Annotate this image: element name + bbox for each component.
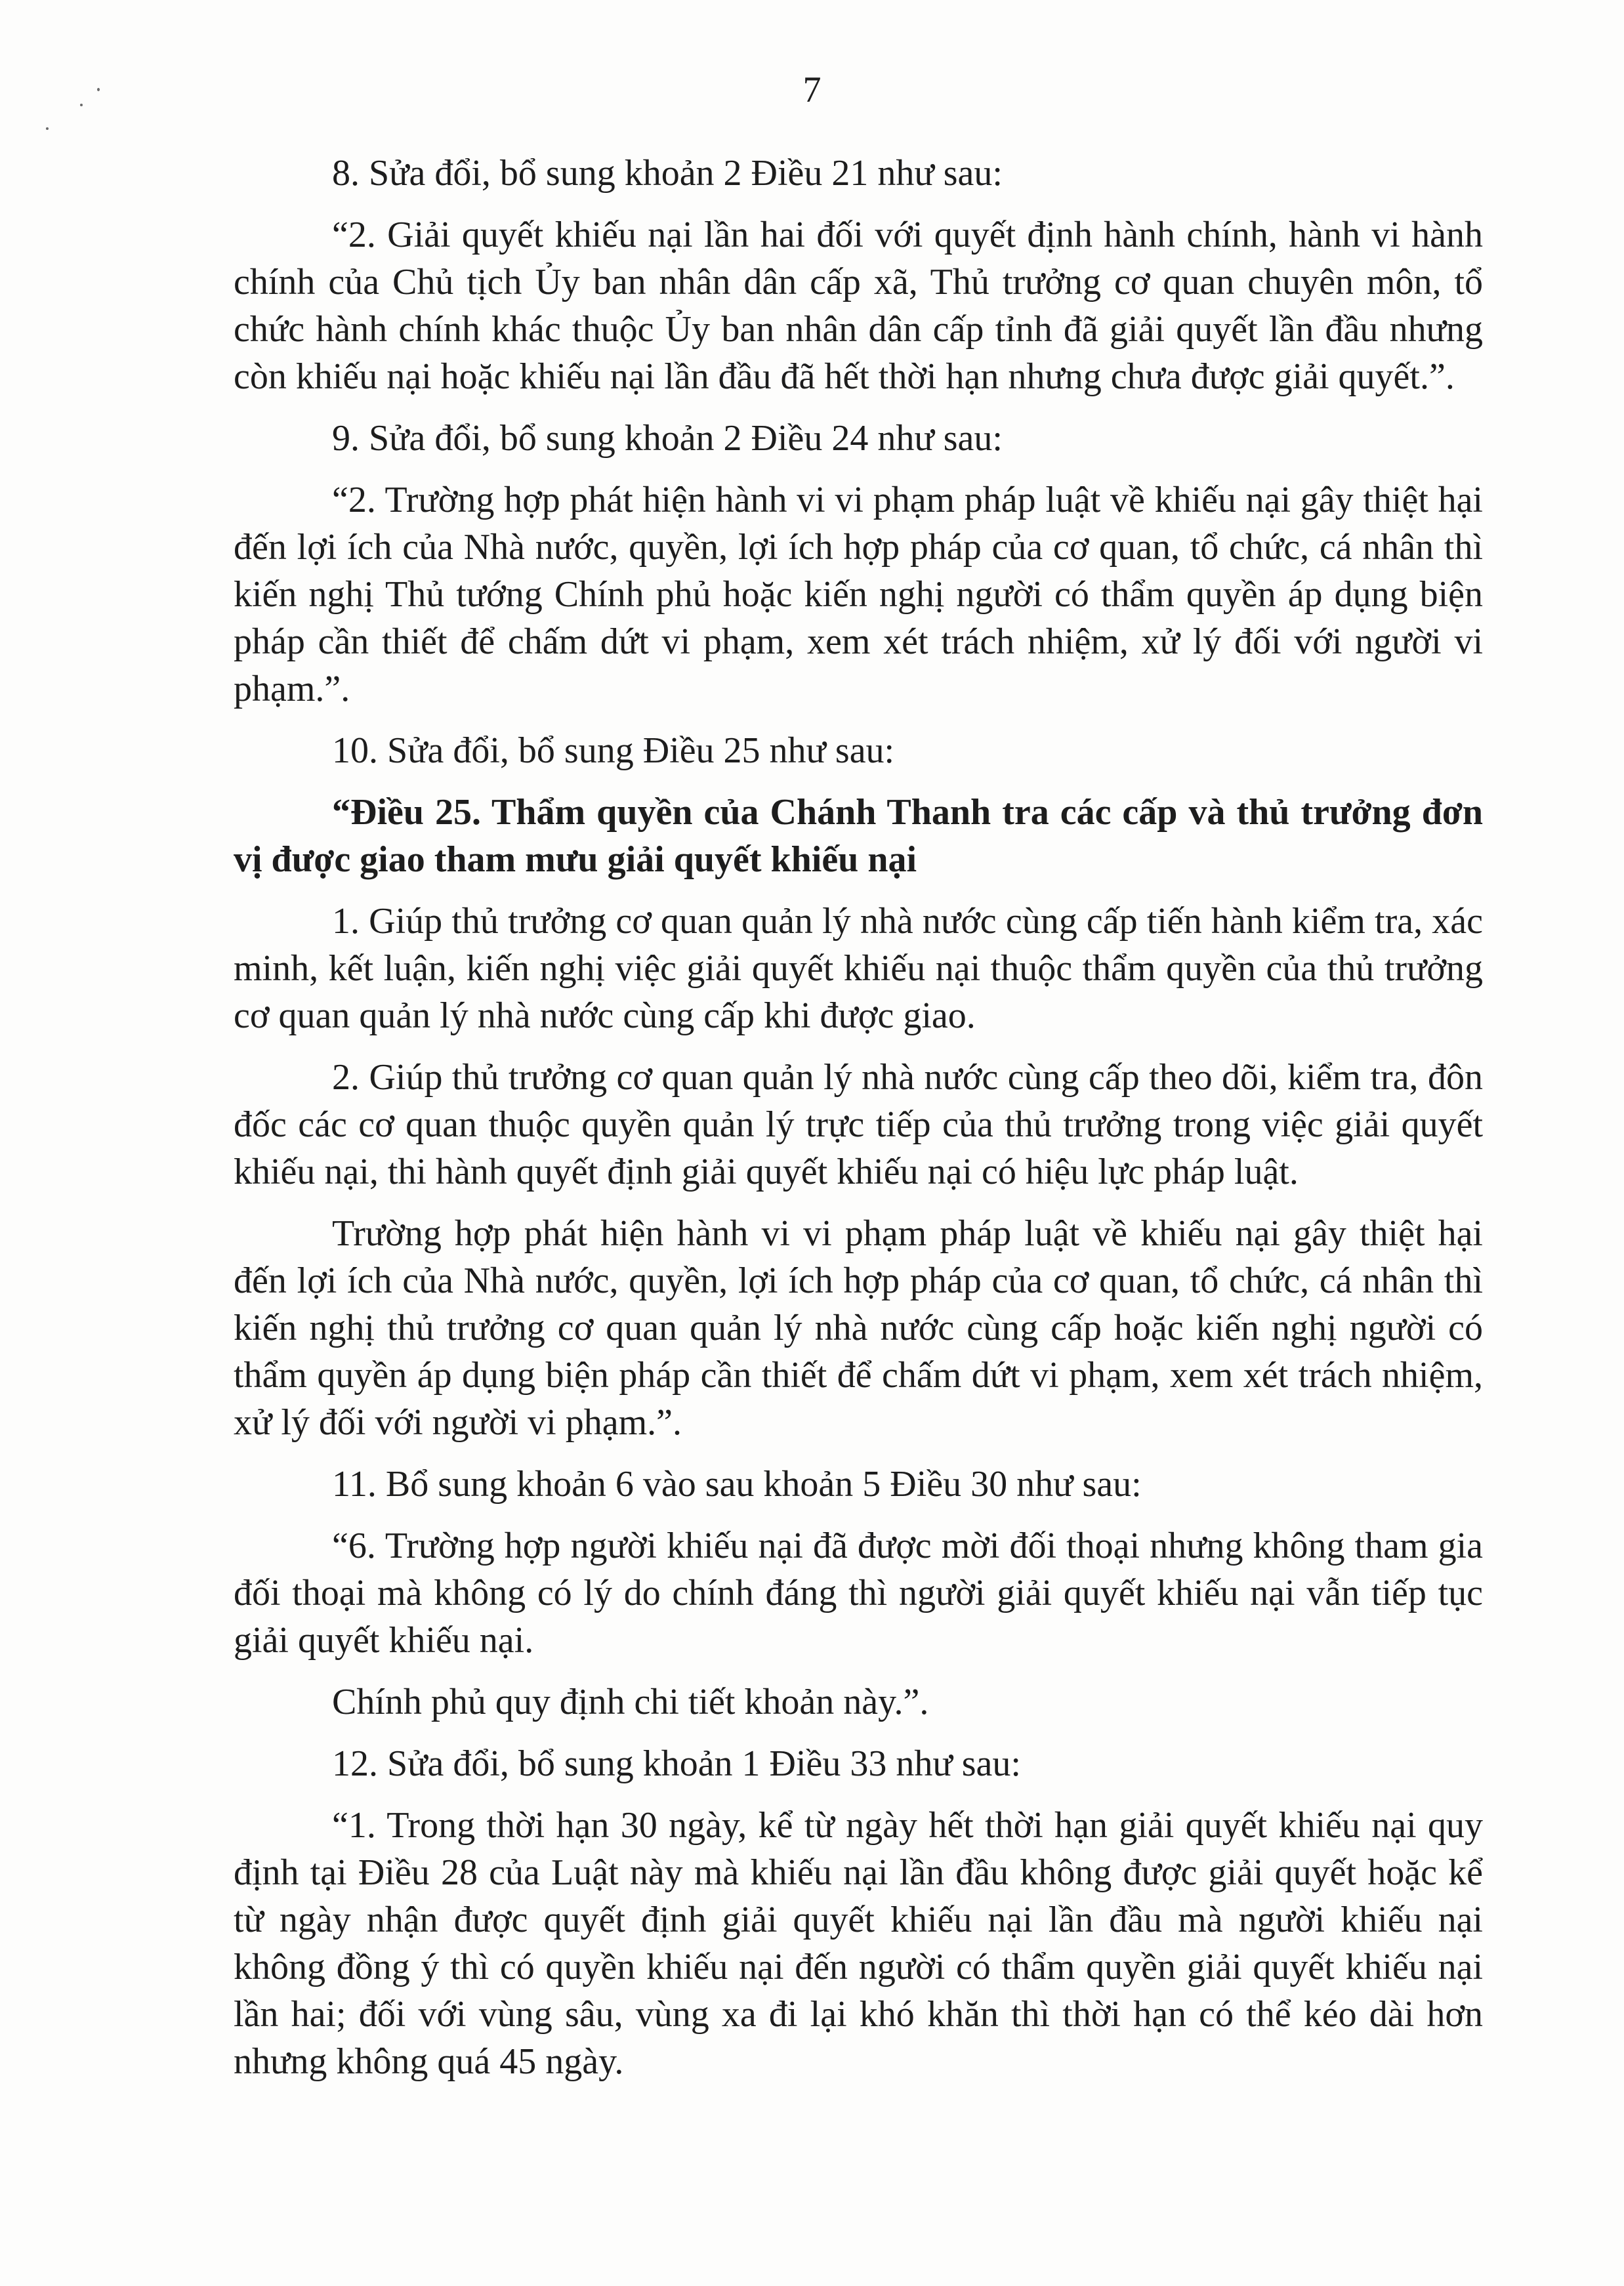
paragraph: 9. Sửa đổi, bổ sung khoản 2 Điều 24 như sau: [332,418,1003,459]
document-body [234,150,1483,2100]
paragraph: 11. Bổ sung khoản 6 vào sau khoản 5 Điều 30 như sau: [332,1464,1142,1505]
paragraph: 1. Giúp thủ trưởng cơ quan quản lý nhà nước cùng cấp tiến hành kiểm tra, xác minh, kết luận, kiến nghị việc giải quyết khiếu nại thuộc thẩm quyền của thủ trưởng cơ quan quản lý nhà nước cùng cấp khi được giao. [234,901,1483,1036]
scan-speck [46,127,49,130]
paragraph: Chính phủ quy định chi tiết khoản này.”. [332,1682,929,1722]
paragraph: Trường hợp phát hiện hành vi vi phạm pháp luật về khiếu nại gây thiệt hại đến lợi ích của Nhà nước, quyền, lợi ích hợp pháp của cơ quan, tổ chức, cá nhân thì kiến nghị thủ trưởng cơ quan quản lý nhà nước cùng cấp hoặc kiến nghị người có thẩm quyền áp dụng biện pháp cần thiết để chấm dứt vi phạm, xem xét trách nhiệm, xử lý đối với người vi phạm.”. [234,1213,1483,1443]
paragraph: 10. Sửa đổi, bổ sung Điều 25 như sau: [332,730,895,771]
paragraph: “2. Trường hợp phát hiện hành vi vi phạm pháp luật về khiếu nại gây thiệt hại đến lợi ích của Nhà nước, quyền, lợi ích hợp pháp của cơ quan, tổ chức, cá nhân thì kiến nghị Thủ tướng Chính phủ hoặc kiến nghị người có thẩm quyền áp dụng biện pháp cần thiết để chấm dứt vi phạm, xem xét trách nhiệm, xử lý đối với người vi phạm.”. [234,480,1483,709]
paragraph: “1. Trong thời hạn 30 ngày, kể từ ngày hết thời hạn giải quyết khiếu nại quy định tại Điều 28 của Luật này mà khiếu nại lần đầu không được giải quyết hoặc kể từ ngày nhận được quyết định giải quyết khiếu nại lần đầu mà người khiếu nại không đồng ý thì có quyền khiếu nại đến người có thẩm quyền giải quyết khiếu nại lần hai; đối với vùng sâu, vùng xa đi lại khó khăn thì thời hạn có thể kéo dài hơn nhưng không quá 45 ngày. [234,1805,1483,2082]
paragraph: “2. Giải quyết khiếu nại lần hai đối với quyết định hành chính, hành vi hành chính của Chủ tịch Ủy ban nhân dân cấp xã, Thủ trưởng cơ quan chuyên môn, tổ chức hành chính khác thuộc Ủy ban nhân dân cấp tỉnh đã giải quyết lần đầu nhưng còn khiếu nại hoặc khiếu nại lần đầu đã hết thời hạn nhưng chưa được giải quyết.”. [234,215,1483,397]
page-number: 7 [802,70,822,110]
article-heading: “Điều 25. Thẩm quyền của Chánh Thanh tra các cấp và thủ trưởng đơn vị được giao tham mưu giải quyết khiếu nại [234,792,1483,880]
paragraph: 12. Sửa đổi, bổ sung khoản 1 Điều 33 như sau: [332,1743,1021,1784]
paragraph: “6. Trường hợp người khiếu nại đã được mời đối thoại nhưng không tham gia đối thoại mà không có lý do chính đáng thì người giải quyết khiếu nại vẫn tiếp tục giải quyết khiếu nại. [234,1526,1483,1661]
paragraph: 8. Sửa đổi, bổ sung khoản 2 Điều 21 như sau: [332,153,1003,194]
paragraph: 2. Giúp thủ trưởng cơ quan quản lý nhà nước cùng cấp theo dõi, kiểm tra, đôn đốc các cơ quan thuộc quyền quản lý trực tiếp của thủ trưởng trong việc giải quyết khiếu nại, thi hành quyết định giải quyết khiếu nại có hiệu lực pháp luật. [234,1057,1483,1192]
